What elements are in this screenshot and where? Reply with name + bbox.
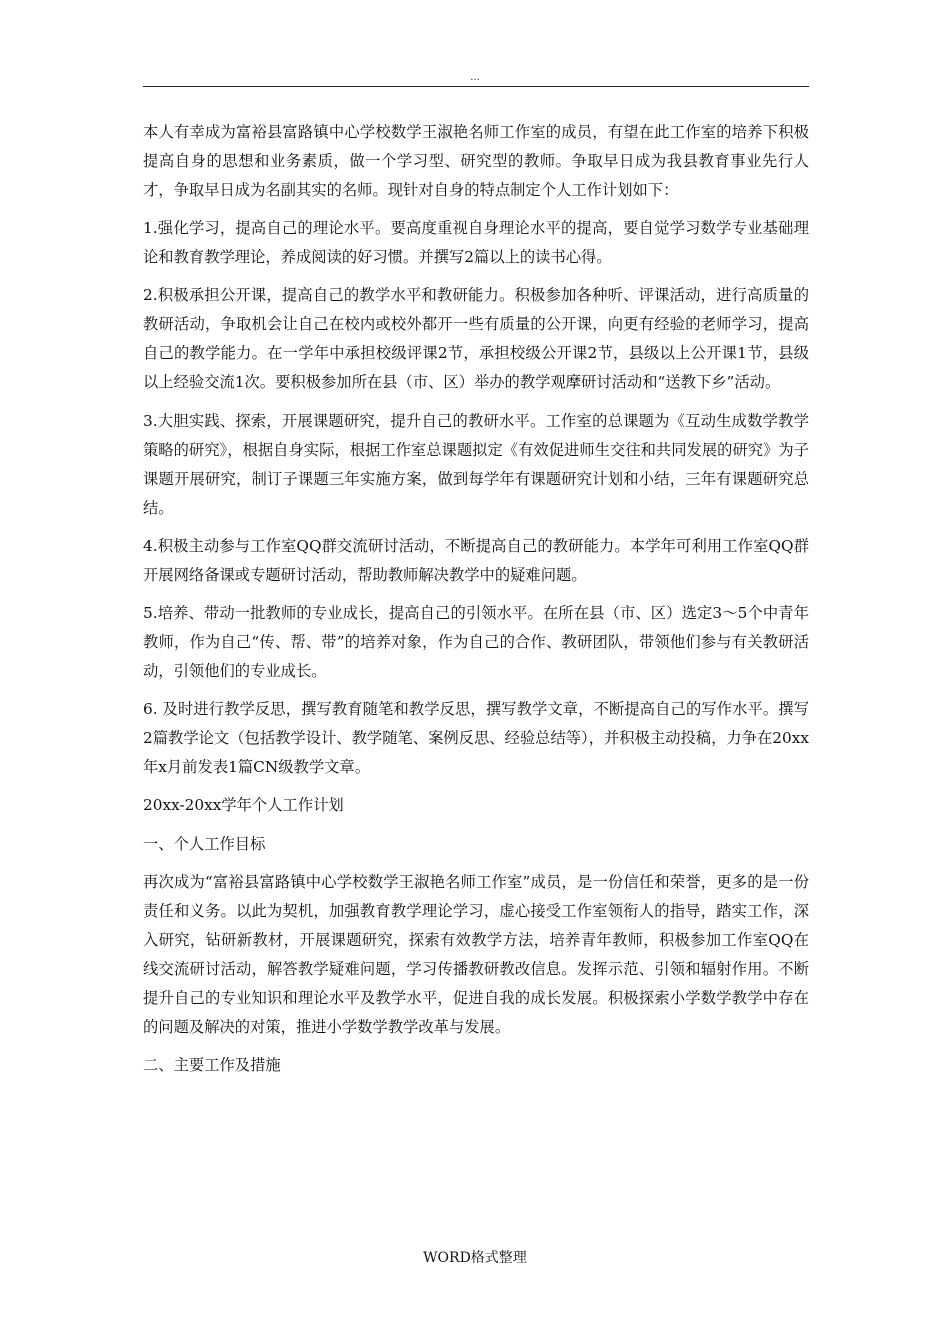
- section-heading-measures: 二、主要工作及措施: [143, 1055, 281, 1074]
- intro-paragraph: 本人有幸成为富裕县富路镇中心学校数学王淑艳名师工作室的成员，有望在此工作室的培养下积极提高自身的思想和业务素质，做一个学习型、研究型的教师。争取早日成为我县教育事业先行人才，争取早日成为名副其实的名师。现针对自身的特点制定个人工作计划如下：: [143, 123, 809, 199]
- item-1-paragraph: 1.强化学习，提高自己的理论水平。要高度重视自身理论水平的提高，要自觉学习数学专业基础理论和教育教学理论，养成阅读的好习惯。并撰写2篇以上的读书心得。: [143, 219, 809, 267]
- page-footer: WORD格式整理: [423, 1250, 527, 1266]
- document-body: [143, 118, 809, 1080]
- item-4-paragraph: 4.积极主动参与工作室QQ群交流研讨活动，不断提高自己的教研能力。本学年可利用工作室QQ群开展网络备课或专题研讨活动，帮助教师解决教学中的疑难问题。: [143, 536, 809, 584]
- header-divider: [143, 86, 809, 87]
- item-2-paragraph: 2.积极承担公开课，提高自己的教学水平和教研能力。积极参加各种听、评课活动，进行高质量的教研活动，争取机会让自己在校内或校外都开一些有质量的公开课，向更有经验的老师学习，提高自己的教学能力。在一学年中承担校级评课2节，承担校级公开课2节，县级以上公开课1节，县级以上经验交流1次。要积极参加所在县（市、区）举办的教学观摩研讨活动和“送教下乡”活动。: [143, 286, 809, 392]
- section-heading-goals: 一、个人工作目标: [143, 834, 266, 853]
- item-6-paragraph: 6. 及时进行教学反思，撰写教育随笔和教学反思，撰写教学文章，不断提高自己的写作水平。撰写2篇教学论文（包括教学设计、教学随笔、案例反思、经验总结等），并积极主动投稿，力争在20xx年x月前发表1篇CN级教学文章。: [143, 700, 809, 777]
- header-mark: ...: [470, 72, 480, 83]
- plan-title: 20xx-20xx学年个人工作计划: [143, 796, 344, 815]
- goals-paragraph: 再次成为“富裕县富路镇中心学校数学王淑艳名师工作室”成员，是一份信任和荣誉，更多的是一份责任和义务。以此为契机，加强教育教学理论学习，虚心接受工作室领衔人的指导，踏实工作，深入研究，钻研新教材，开展课题研究，探索有效教学方法，培养青年教师，积极参加工作室QQ在线交流研讨活动，解答教学疑难问题，学习传播教研教改信息。发挥示范、引领和辐射作用。不断提升自己的专业知识和理论水平及教学水平，促进自我的成长发展。积极探索小学数学教学中存在的问题及解决的对策，推进小学数学教学改革与发展。: [143, 872, 809, 1036]
- item-5-paragraph: 5.培养、带动一批教师的专业成长，提高自己的引领水平。在所在县（市、区）选定3～5个中青年教师，作为自己“传、帮、带”的培养对象，作为自己的合作、教研团队，带领他们参与有关教研活动，引领他们的专业成长。: [143, 603, 809, 680]
- item-3-paragraph: 3.大胆实践、探索，开展课题研究，提升自己的教研水平。工作室的总课题为《互动生成数学教学策略的研究》，根据自身实际，根据工作室总课题拟定《有效促进师生交往和共同发展的研究》为子课题开展研究，制订子课题三年实施方案，做到每学年有课题研究计划和小结，三年有课题研究总结。: [143, 411, 809, 517]
